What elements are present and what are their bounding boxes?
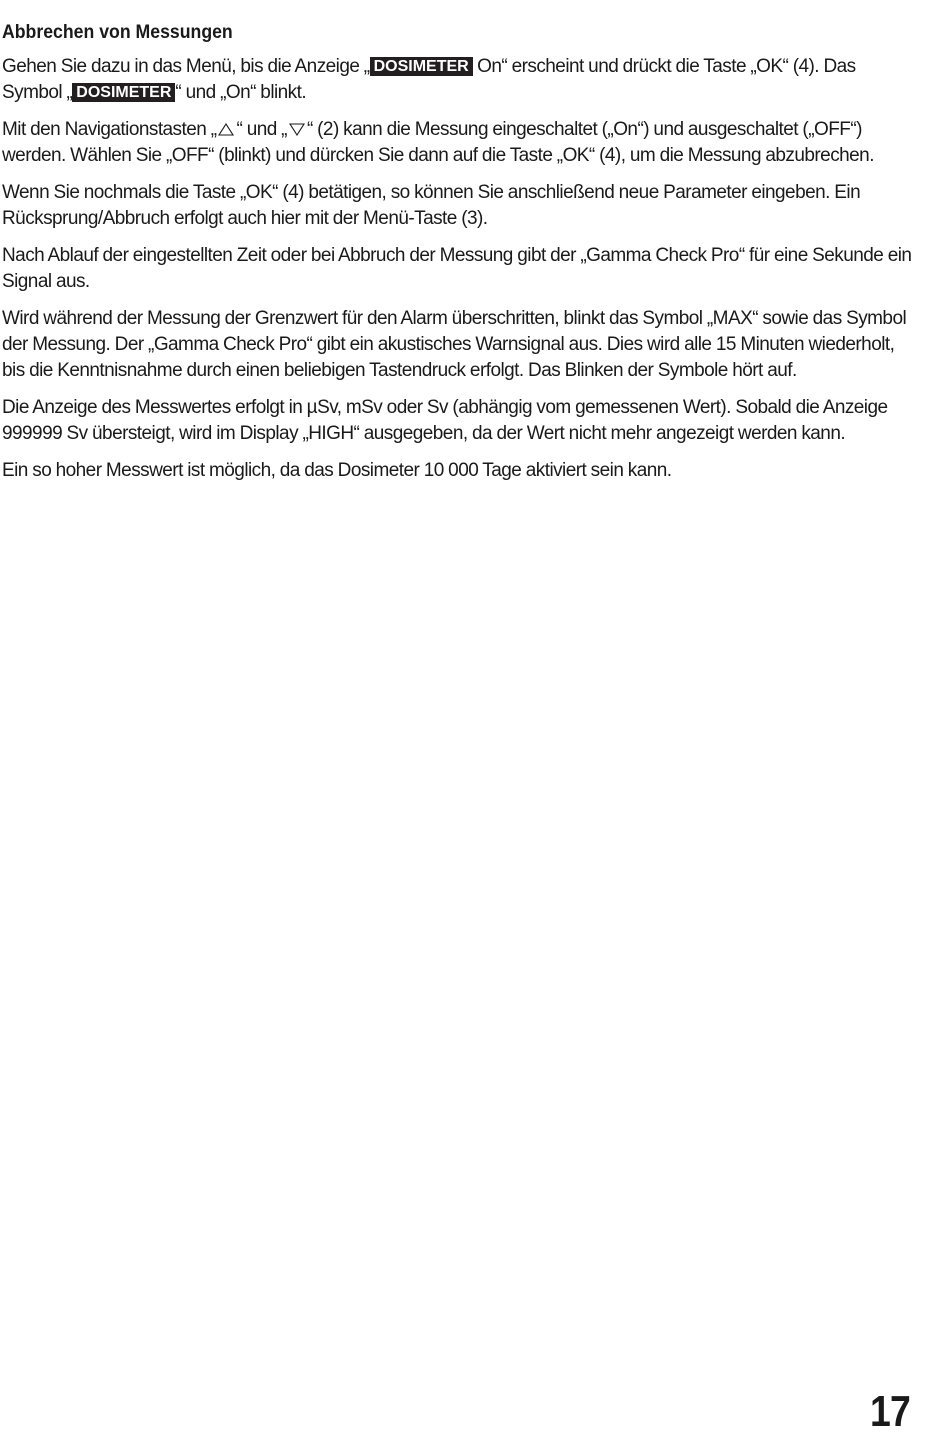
paragraph-text: “ (2) kann die Messung eingeschaltet („On“) und ausgeschaltet („OFF“) werden. Wählen Sie „OFF“ (blinkt) und dürcken Sie dann auf die Taste „OK“ (4), um die Messung abzubrechen. [2,119,874,166]
paragraph-text: Gehen Sie dazu in das Menü, bis die Anzeige „ [2,56,370,77]
dosimeter-badge: DOSIMETER [72,83,175,102]
page-number: 17 [870,1387,910,1436]
paragraph-text: “ und „ [236,119,287,140]
paragraph-text: On“ erscheint und drückt die Taste „OK“ (4). Das Symbol „ [2,56,856,103]
triangle-down-icon [289,123,305,136]
paragraph-ok-again: Wenn Sie nochmals die Taste „OK“ (4) betätigen, so können Sie anschließend neue Parameter eingeben. Ein Rücksprung/Abbruch erfolgt auch hier mit der Menü-Taste (3). [2,182,861,229]
paragraph-text: “ und „On“ blinkt. [175,82,307,103]
section-heading: Abbrechen von Messungen [2,22,233,43]
paragraph-time-elapsed: Nach Ablauf der eingestellten Zeit oder bei Abbruch der Messung gibt der „Gamma Check Pro“ für eine Sekunde ein Signal aus. [2,245,912,292]
triangle-up-icon [218,123,234,136]
paragraph-display-units: Die Anzeige des Messwertes erfolgt in µSv, mSv oder Sv (abhängig vom gemessenen Wert). Sobald die Anzeige 999999 Sv übersteigt, wird im Display „HIGH“ ausgegeben, da der Wert nicht mehr angezeigt werden kann. [2,397,888,444]
dosimeter-badge: DOSIMETER [370,57,473,76]
paragraph-open-menu [2,54,917,106]
paragraph-alarm: Wird während der Messung der Grenzwert für den Alarm überschritten, blinkt das Symbol „MAX“ sowie das Symbol der Messung. Der „Gamma Check Pro“ gibt ein akustisches Warnsignal aus. Dies wird alle 15 Minuten wiederholt, bis die Kenntnisnahme durch einen beliebigen Tastendruck erfolgt. Das Blinken der Symbole hört auf. [2,308,907,381]
document-page [2,20,917,495]
paragraph-text: Mit den Navigationstasten „ [2,119,217,140]
paragraph-navigation [2,117,917,169]
paragraph-high-value: Ein so hoher Messwert ist möglich, da das Dosimeter 10 000 Tage aktiviert sein kann. [2,460,672,481]
